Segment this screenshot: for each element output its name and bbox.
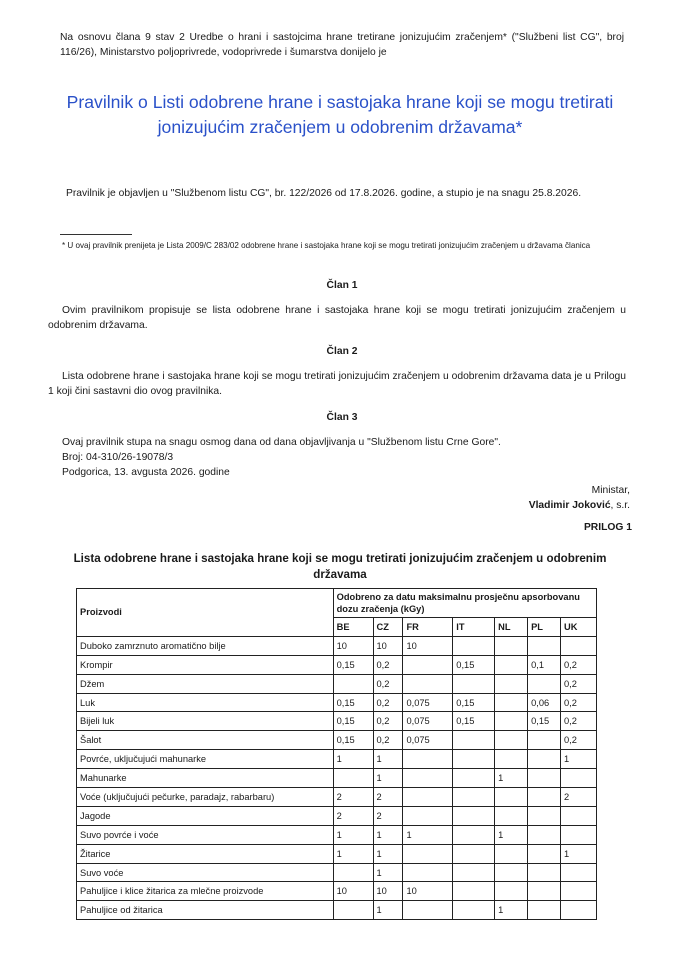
dose-cell: 1: [561, 750, 597, 769]
table-row: [77, 693, 597, 712]
table-row: [77, 844, 597, 863]
dose-cell: 1: [373, 901, 403, 920]
dose-cell: 1: [495, 901, 528, 920]
dose-cell: [453, 825, 495, 844]
product-cell: Suvo povrće i voće: [77, 825, 334, 844]
dose-cell: 0,15: [453, 712, 495, 731]
signature-role: Ministar,: [591, 485, 630, 496]
dose-cell: [403, 863, 453, 882]
dose-cell: 0,2: [373, 693, 403, 712]
table-row: [77, 806, 597, 825]
product-cell: Pahuljice od žitarica: [77, 901, 334, 920]
table-row: [77, 750, 597, 769]
dose-cell: 0,2: [561, 655, 597, 674]
dose-cell: 2: [373, 788, 403, 807]
dose-cell: [528, 806, 561, 825]
dose-cell: [495, 712, 528, 731]
table-header-row: [77, 589, 597, 618]
dose-cell: [333, 674, 373, 693]
dose-cell: [528, 844, 561, 863]
dose-cell: [528, 901, 561, 920]
dose-cell: 2: [333, 788, 373, 807]
dose-cell: [561, 863, 597, 882]
product-cell: Duboko zamrznuto aromatično bilje: [77, 636, 334, 655]
dose-cell: 1: [373, 750, 403, 769]
product-cell: Jagode: [77, 806, 334, 825]
table-row: [77, 825, 597, 844]
dose-cell: [403, 769, 453, 788]
dose-cell: 0,075: [403, 693, 453, 712]
dose-cell: 1: [495, 769, 528, 788]
dose-cell: [561, 806, 597, 825]
dose-cell: 0,075: [403, 731, 453, 750]
place-and-date: Podgorica, 13. avgusta 2026. godine: [62, 467, 230, 478]
dose-cell: 1: [373, 769, 403, 788]
dose-cell: [528, 674, 561, 693]
product-cell: Šalot: [77, 731, 334, 750]
dose-cell: [528, 788, 561, 807]
signature-suffix: , s.r.: [610, 500, 630, 511]
table-row: [77, 712, 597, 731]
dose-cell: [495, 674, 528, 693]
dose-cell: [561, 769, 597, 788]
dose-cell: 0,2: [561, 712, 597, 731]
signature-block: [400, 498, 630, 513]
product-cell: Žitarice: [77, 844, 334, 863]
table-title: Lista odobrene hrane i sastojaka hrane koji se mogu tretirati jonizujućim zračenjem u odobrenim državama: [73, 552, 607, 581]
product-cell: Krompir: [77, 655, 334, 674]
dose-cell: [403, 901, 453, 920]
dose-cell: 2: [333, 806, 373, 825]
dose-cell: [453, 788, 495, 807]
product-cell: Džem: [77, 674, 334, 693]
product-cell: Suvo voće: [77, 863, 334, 882]
dose-cell: [403, 750, 453, 769]
document-title: Pravilnik o Listi odobrene hrane i sastojaka hrane koji se mogu tretirati jonizujućim zračenjem u odobrenim državama*: [66, 92, 614, 137]
dose-cell: 1: [373, 825, 403, 844]
dose-cell: 0,15: [333, 731, 373, 750]
country-header: UK: [561, 618, 597, 637]
dose-cell: [453, 863, 495, 882]
dose-cell: 0,2: [561, 674, 597, 693]
dose-cell: [453, 674, 495, 693]
product-cell: Luk: [77, 693, 334, 712]
dose-cell: [561, 825, 597, 844]
dose-cell: 0,15: [333, 693, 373, 712]
dose-cell: 2: [373, 806, 403, 825]
dose-cell: 1: [373, 863, 403, 882]
dose-cell: 1: [333, 825, 373, 844]
dose-cell: 1: [403, 825, 453, 844]
dose-column-header: Odobreno za datu maksimalnu prosječnu apsorbovanu dozu zračenja (kGy): [333, 589, 596, 618]
product-cell: Bijeli luk: [77, 712, 334, 731]
dose-cell: [528, 882, 561, 901]
dose-cell: 10: [333, 636, 373, 655]
article-1-heading: Član 1: [326, 280, 358, 291]
dose-cell: 0,15: [333, 712, 373, 731]
dose-cell: [495, 750, 528, 769]
table-row: [77, 731, 597, 750]
dose-cell: [495, 788, 528, 807]
dose-cell: [403, 655, 453, 674]
dose-cell: 1: [495, 825, 528, 844]
dose-cell: [528, 825, 561, 844]
table-row: [77, 674, 597, 693]
table-row: [77, 788, 597, 807]
dose-cell: [453, 731, 495, 750]
reference-number: Broj: 04-310/26-19078/3: [62, 452, 174, 463]
footnote: * U ovaj pravilnik prenijeta je Lista 2009/C 283/02 odobrene hrane i sastojaka hrane koji se mogu tretirati jonizujućim zračenjem u državama članica: [62, 241, 591, 250]
dose-cell: [528, 750, 561, 769]
dose-cell: 0,2: [373, 712, 403, 731]
country-header: PL: [528, 618, 561, 637]
dose-cell: [403, 806, 453, 825]
dose-cell: 0,15: [453, 655, 495, 674]
dose-cell: 0,06: [528, 693, 561, 712]
product-column-header: Proizvodi: [77, 589, 334, 637]
country-header: BE: [333, 618, 373, 637]
dose-cell: [453, 882, 495, 901]
annex-label: PRILOG 1: [583, 522, 632, 533]
product-cell: Voće (uključujući pečurke, paradajz, rabarbaru): [77, 788, 334, 807]
product-cell: Povrće, uključujući mahunarke: [77, 750, 334, 769]
dose-cell: [333, 863, 373, 882]
publication-note: Pravilnik je objavljen u "Službenom listu CG", br. 122/2026 od 17.8.2026. godine, a stupio je na snagu 25.8.2026.: [66, 188, 582, 199]
dose-cell: 10: [333, 882, 373, 901]
country-header: IT: [453, 618, 495, 637]
dose-cell: 1: [333, 750, 373, 769]
country-header: NL: [495, 618, 528, 637]
country-header: CZ: [373, 618, 403, 637]
dose-cell: [495, 863, 528, 882]
dose-cell: [561, 882, 597, 901]
dose-cell: [453, 901, 495, 920]
dose-cell: 0,075: [403, 712, 453, 731]
dose-cell: [495, 636, 528, 655]
dose-cell: [453, 806, 495, 825]
dose-cell: 0,15: [453, 693, 495, 712]
table-row: [77, 863, 597, 882]
dose-cell: [453, 750, 495, 769]
intro-paragraph: Na osnovu člana 9 stav 2 Uredbe o hrani i sastojcima hrane tretirane jonizujućim zračenjem* ("Službeni list CG", broj 116/26), Ministarstvo poljoprivrede, vodoprivrede i šumarstva donijelo je: [60, 32, 624, 58]
dose-cell: 0,1: [528, 655, 561, 674]
dose-cell: 10: [403, 636, 453, 655]
dose-cell: [561, 901, 597, 920]
product-cell: Mahunarke: [77, 769, 334, 788]
dose-cell: 1: [333, 844, 373, 863]
table-row: [77, 901, 597, 920]
dose-cell: [333, 769, 373, 788]
article-3-heading: Član 3: [326, 412, 358, 423]
article-2-text: Lista odobrene hrane i sastojaka hrane koji se mogu tretirati jonizujućim zračenjem u odobrenim državama data je u Prilogu 1 koji čini sastavni dio ovog pravilnika.: [48, 371, 626, 397]
country-header: FR: [403, 618, 453, 637]
dose-cell: 1: [561, 844, 597, 863]
dose-cell: [495, 731, 528, 750]
dose-cell: 10: [373, 882, 403, 901]
dose-cell: 2: [561, 788, 597, 807]
dose-cell: [495, 844, 528, 863]
dose-cell: [453, 769, 495, 788]
table-row: [77, 636, 597, 655]
dose-cell: [403, 788, 453, 807]
article-3-text: Ovaj pravilnik stupa na snagu osmog dana od dana objavljivanja u "Službenom listu Crne Gore".: [62, 437, 501, 448]
dose-cell: [403, 844, 453, 863]
dose-cell: [495, 882, 528, 901]
table-row: [77, 655, 597, 674]
dose-cell: 0,15: [333, 655, 373, 674]
product-cell: Pahuljice i klice žitarica za mlečne proizvode: [77, 882, 334, 901]
article-1-text: Ovim pravilnikom propisuje se lista odobrene hrane i sastojaka hrane koji se mogu tretirati jonizujućim zračenjem u odobrenim državama.: [48, 305, 626, 331]
dose-cell: [561, 636, 597, 655]
dose-cell: [495, 693, 528, 712]
dose-cell: [528, 731, 561, 750]
article-2-heading: Član 2: [326, 346, 358, 357]
dose-cell: 0,15: [528, 712, 561, 731]
dose-cell: [528, 769, 561, 788]
dose-cell: [528, 636, 561, 655]
dose-cell: [333, 901, 373, 920]
dose-cell: 0,2: [373, 731, 403, 750]
table-row: [77, 769, 597, 788]
table-body: [77, 636, 597, 919]
footnote-divider: [60, 234, 132, 235]
dose-cell: 1: [373, 844, 403, 863]
dose-cell: [403, 674, 453, 693]
dose-cell: 0,2: [373, 655, 403, 674]
irradiation-table: [76, 588, 597, 920]
dose-cell: [453, 844, 495, 863]
dose-cell: 10: [403, 882, 453, 901]
dose-cell: 0,2: [561, 693, 597, 712]
signature-name: Vladimir Joković: [528, 500, 611, 511]
dose-cell: 0,2: [373, 674, 403, 693]
dose-cell: 0,2: [561, 731, 597, 750]
dose-cell: [495, 806, 528, 825]
dose-cell: [528, 863, 561, 882]
dose-cell: 10: [373, 636, 403, 655]
dose-cell: [495, 655, 528, 674]
table-row: [77, 882, 597, 901]
dose-cell: [453, 636, 495, 655]
